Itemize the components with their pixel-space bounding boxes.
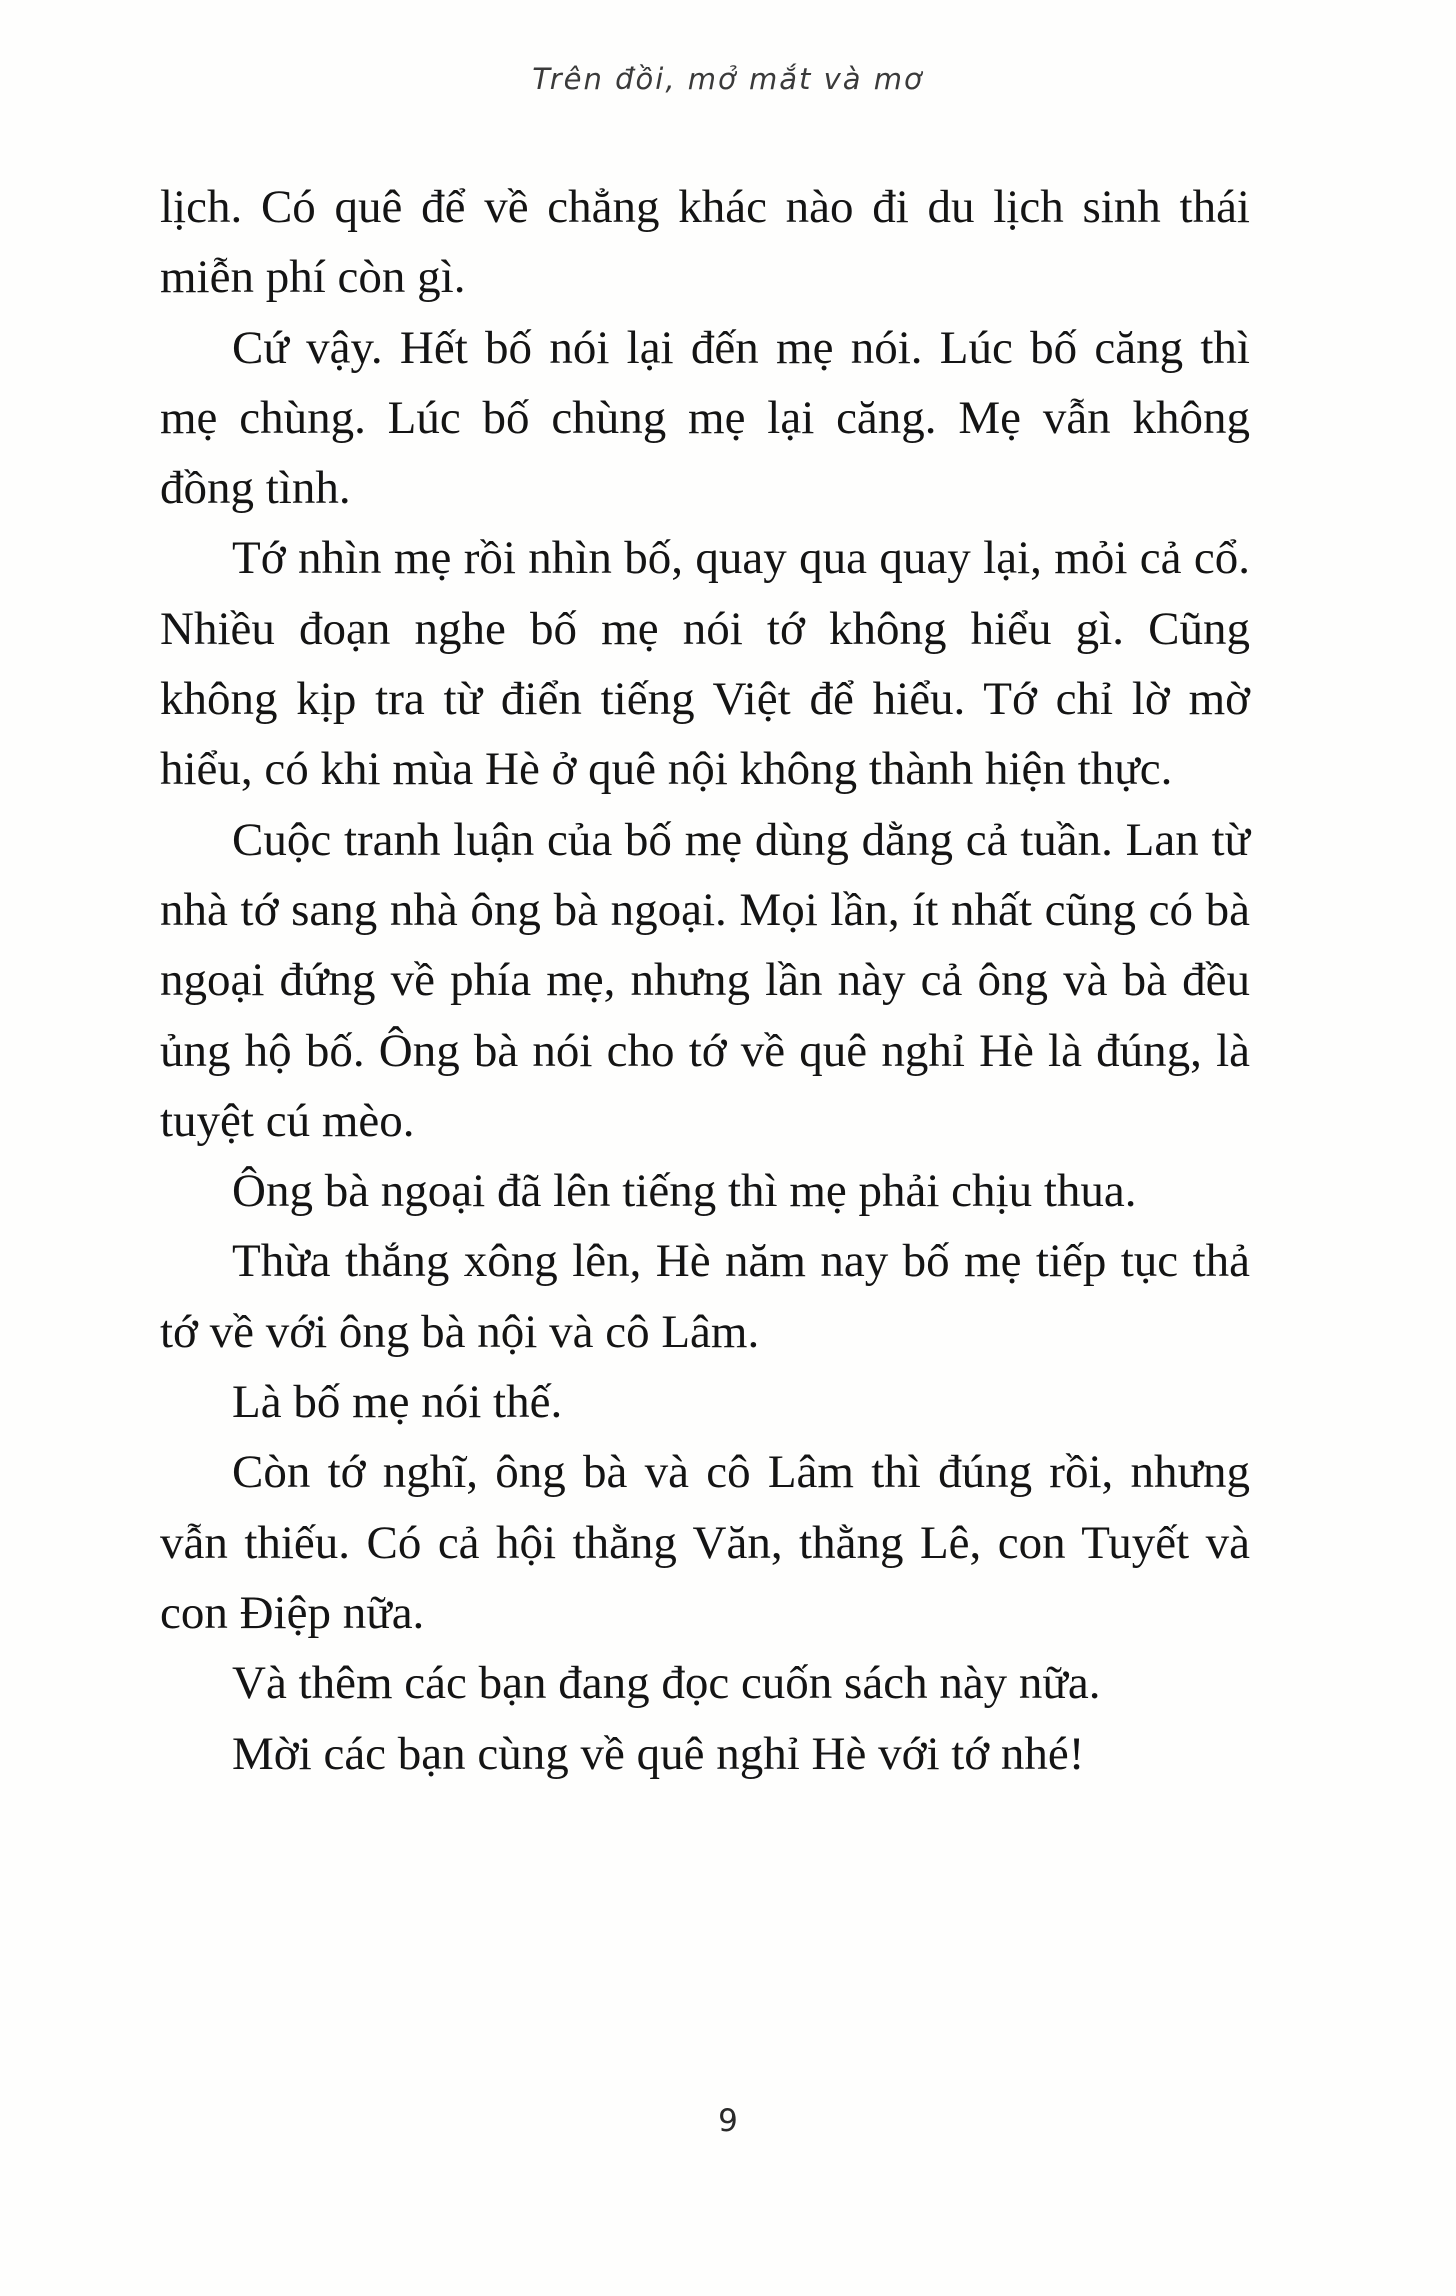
paragraph: Cứ vậy. Hết bố nói lại đến mẹ nói. Lúc bố căng thì mẹ chùng. Lúc bố chùng mẹ lại căng. Mẹ vẫn không đồng tình.: [160, 321, 1250, 515]
paragraph-continued: lịch. Có quê để về chẳng khác nào đi du lịch sinh thái miễn phí còn gì.: [160, 181, 1250, 304]
paragraph: Và thêm các bạn đang đọc cuốn sách này nữa.: [232, 1657, 1101, 1710]
paragraph: Là bố mẹ nói thế.: [232, 1376, 563, 1429]
paragraph: Ông bà ngoại đã lên tiếng thì mẹ phải chịu thua.: [232, 1165, 1137, 1218]
page-number: 9: [718, 2103, 738, 2139]
paragraph: Mời các bạn cùng về quê nghỉ Hè với tớ nhé!: [232, 1727, 1085, 1780]
paragraph: Thừa thắng xông lên, Hè năm nay bố mẹ tiếp tục thả tớ về với ông bà nội và cô Lâm.: [160, 1235, 1250, 1358]
paragraph: Tớ nhìn mẹ rồi nhìn bố, quay qua quay lại, mỏi cả cổ. Nhiều đoạn nghe bố mẹ nói tớ không hiểu gì. Cũng không kịp tra từ điển tiếng Việt để hiểu. Tớ chỉ lờ mờ hiểu, có khi mùa Hè ở quê nội không thành hiện thực.: [160, 532, 1250, 796]
paragraph: Cuộc tranh luận của bố mẹ dùng dằng cả tuần. Lan từ nhà tớ sang nhà ông bà ngoại. Mọi lần, ít nhất cũng có bà ngoại đứng về phía mẹ, nhưng lần này cả ông và bà đều ủng hộ bố. Ông bà nói cho tớ về quê nghỉ Hè là đúng, là tuyệt cú mèo.: [160, 813, 1250, 1147]
body-text: [160, 172, 1250, 1789]
paragraph: Còn tớ nghĩ, ông bà và cô Lâm thì đúng rồi, nhưng vẫn thiếu. Có cả hội thằng Văn, thằng Lê, con Tuyết và con Điệp nữa.: [160, 1446, 1250, 1639]
running-header: Trên đồi, mở mắt và mơ: [532, 62, 924, 96]
